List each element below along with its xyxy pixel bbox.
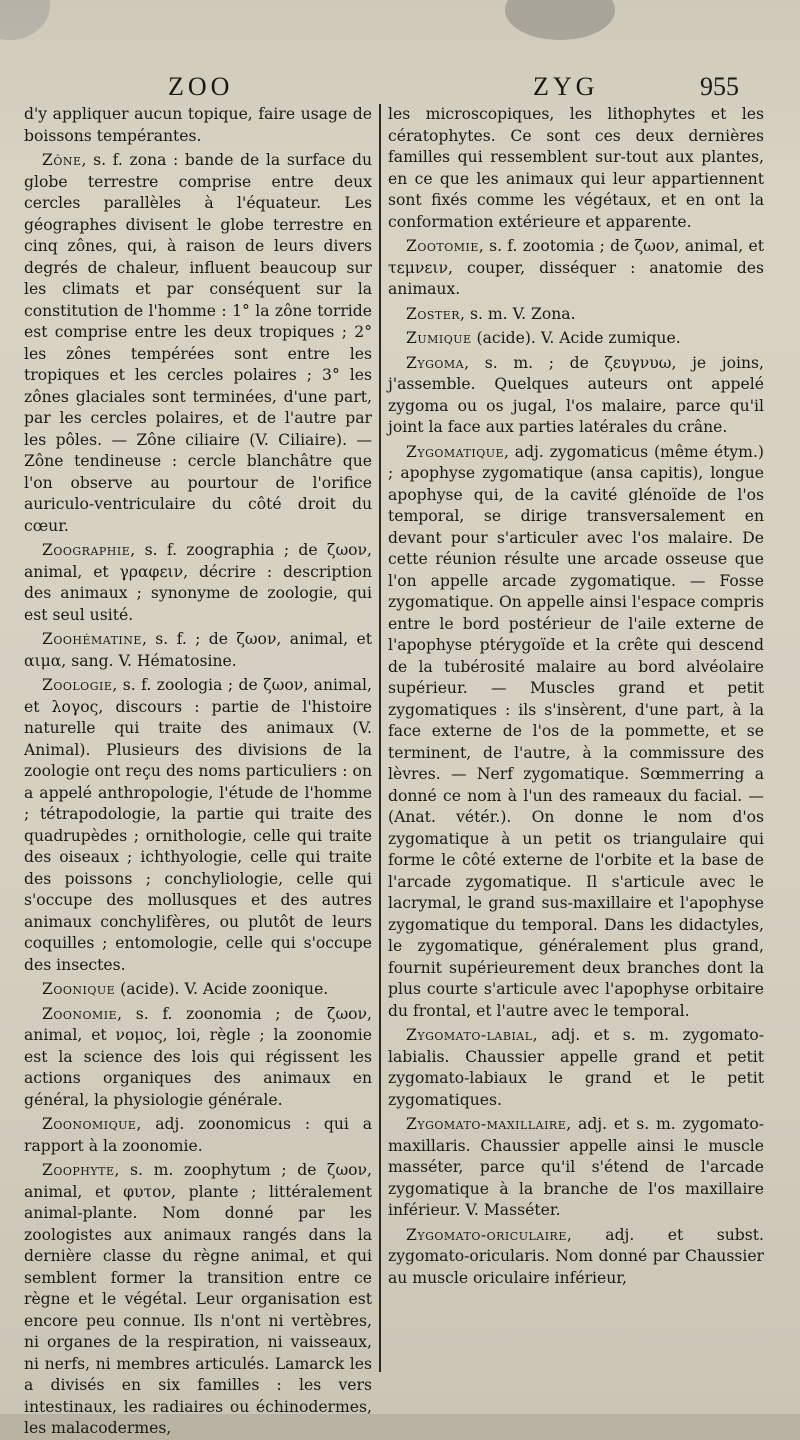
dictionary-entry <box>388 1114 764 1222</box>
ink-stain <box>505 0 615 40</box>
entry-text: (acide). V. Acide zumique. <box>471 329 681 347</box>
entry-headword: Zumique <box>406 329 472 347</box>
header-center-word: ZYG <box>533 72 599 101</box>
entry-headword: Zône <box>42 151 82 169</box>
entry-headword: Zoonomie <box>42 1004 118 1023</box>
page-number: 955 <box>700 72 739 101</box>
entry-headword: Zygomato-maxillaire <box>406 1115 567 1133</box>
entry-text: , adj. zygomaticus (même étym.) ; apophyse zygomatique (ansa capitis), longue apophyse qui, de la cavité glénoïde de l'os temporal, se dirige transversalement en devant pour s'articuler avec l'os malaire. De cette réunion résulte une arcade osseuse que l'on appelle arcade zygomatique. — Fosse zygomatique. On appelle ainsi l'espace compris entre le bord postérieur de l'aile externe de l'apophyse ptérygoïde et la crête qui descend de la tubérosité malaire au bord alvéolaire supérieur. — Muscles grand et petit zygomatiques : ils s'insèrent, d'une part, à la face externe de l'os de la pommette, et se terminent, de l'autre, à la commissure des lèvres. — Nerf zygomatique. Sœmmerring a donné ce nom à l'un des rameaux du facial. — (Anat. vétér.). On donne le nom d'os zygomatique à un petit os triangulaire qui forme le côté externe de l'orbite et la base de l'arcade zygomatique. Il s'articule avec le lacrymal, le grand sus-maxillaire et l'apophyse zygomatique du temporal. Dans les didactyles, le zygomatique, généralement plus grand, fournit supérieurement deux branches dont la plus courte s'articule avec l'apophyse orbitaire du frontal, et l'autre avec le temporal. <box>388 442 764 1020</box>
page-header <box>0 62 800 102</box>
dictionary-entry <box>388 304 764 326</box>
entry-text: , s. f. zootomia ; de ζωον, animal, et τεμνειν, couper, disséquer : anatomie des animaux. <box>388 237 764 298</box>
dictionary-entry <box>388 353 764 439</box>
dictionary-entry <box>24 1114 372 1157</box>
entry-headword: Zootomie <box>406 237 479 255</box>
entry-text: , s. f. zoographia ; de ζωον, animal, et γραφειν, décrire : description des animaux ; synonyme de zoologie, qui est seul usité. <box>24 541 372 624</box>
entry-text: d'y appliquer aucun topique, faire usage de boissons tempérantes. <box>24 105 372 145</box>
dictionary-entry <box>388 1225 764 1290</box>
entry-text: , adj. et s. m. zygomato-labialis. Chaussier appelle grand et petit zygomato-labiaux le grand et le petit zygomatiques. <box>388 1026 764 1109</box>
entry-headword: Zoographie <box>42 541 131 559</box>
entry-text: , s. m. ; de ζευγνυω, je joins, j'assemble. Quelques auteurs ont appelé zygoma ou os jugal, l'os malaire, parce qu'il joint la face aux parties latérales du crâne. <box>388 353 764 436</box>
entry-text: , s. f. zona : bande de la surface du globe terrestre comprise entre deux cercles parallèles à l'équateur. Les géographes divisent le globe terrestre en cinq zônes, qui, à raison de leurs divers degrés de chaleur, influent beaucoup sur les climats et par conséquent sur la constitution de l'homme : 1° la zône torride est comprise entre les deux tropiques ; 2° les zônes tempérées sont entre les tropiques et les cercles polaires ; 3° les zônes glaciales sont terminées, d'une part, par les cercles polaires, et de l'autre par les pôles. — Zône ciliaire (V. Ciliaire). — Zône tendineuse : cercle blanchâtre que l'on observe au pourtour de l'orifice auriculo-ventriculaire du côté droit du cœur. <box>24 151 372 535</box>
entry-text: , s. f. zoonomia ; de ζωον, animal, et νομος, loi, règle ; la zoonomie est la science des lois qui régissent les actions organiques des animaux en général, la physiologie générale. <box>24 1004 372 1109</box>
entry-headword: Zoonique <box>42 980 116 998</box>
entry-text: , adj. zoonomicus : qui a rapport à la zoonomie. <box>24 1115 372 1155</box>
right-column <box>388 104 764 1404</box>
dictionary-entry <box>24 104 372 147</box>
entry-headword: Zoonomique <box>42 1115 137 1133</box>
ink-stain <box>0 0 50 40</box>
dictionary-entry <box>388 236 764 301</box>
entry-headword: Zoohématine <box>42 630 142 648</box>
entry-text: , s. f. zoologia ; de ζωον, animal, et λογος, discours : partie de l'histoire naturelle qui traite des animaux (V. Animal). Plusieurs des divisions de la zoologie ont reçu des noms particuliers : on a appelé anthropologie, l'étude de l'homme ; tétrapodologie, la partie qui traite des quadrupèdes ; ornithologie, celle qui traite des oiseaux ; ichthyologie, celle qui traite des poissons ; conchyliologie, celle qui s'occupe des mollusques et des autres animaux conchylifères, ou plutôt de leurs coquilles ; entomologie, celle qui s'occupe des insectes. <box>24 676 372 974</box>
entry-headword: Zygoma <box>406 353 465 372</box>
entry-headword: Zoophyte <box>42 1161 115 1179</box>
dictionary-entry <box>24 540 372 626</box>
entry-text: , adj. et subst. zygomato-oricularis. Nom donné par Chaussier au muscle oriculaire inférieur, <box>388 1225 764 1287</box>
entry-headword: Zoster <box>406 304 461 323</box>
header-left-word: ZOO <box>168 72 234 101</box>
entry-headword: Zoologie <box>42 676 113 694</box>
dictionary-entry <box>388 104 764 233</box>
dictionary-entry <box>24 979 372 1001</box>
dictionary-entry <box>388 442 764 1023</box>
left-column <box>24 104 372 1437</box>
column-divider <box>379 104 381 1372</box>
dictionary-entry <box>388 328 764 350</box>
entry-headword: Zygomatique <box>406 442 505 461</box>
dictionary-entry <box>24 150 372 537</box>
entry-text: les microscopiques, les lithophytes et les cératophytes. Ce sont ces deux dernières familles qui ressemblent sur-tout aux plantes, en ce que les animaux qui leur appartiennent sont fixés comme les végétaux, et en ont la conformation extérieure et apparente. <box>388 105 764 231</box>
entry-headword: Zygomato-oriculaire <box>406 1225 567 1244</box>
entry-headword: Zygomato-labial <box>406 1026 533 1044</box>
entry-text: , adj. et s. m. zygomato-maxillaris. Chaussier appelle ainsi le muscle masséter, parce qu'il s'étend de l'arcade zygomatique à la branche de l'os maxillaire inférieur. V. Masséter. <box>388 1115 764 1219</box>
dictionary-entry <box>388 1025 764 1111</box>
entry-text: , s. m. V. Zona. <box>460 304 576 323</box>
dictionary-entry <box>24 629 372 672</box>
dictionary-entry <box>24 675 372 976</box>
dictionary-entry <box>24 1160 372 1440</box>
entry-text: (acide). V. Acide zoonique. <box>115 980 329 998</box>
entry-text: , s. m. zoophytum ; de ζωον, animal, et φυτον, plante ; littéralement animal-plante. Nom donné par les zoologistes aux animaux rangés dans la dernière classe du règne animal, et qui semblent former la transition entre ce règne et le végétal. Leur organisation est encore peu connue. Ils n'ont ni vertèbres, ni organes de la respiration, ni vaisseaux, ni nerfs, ni membres articulés. Lamarck les a divisés en six familles : les vers intestinaux, les radiaires ou échinodermes, les malacodermes, <box>24 1161 372 1437</box>
entry-text: , s. f. ; de ζωον, animal, et αιμα, sang. V. Hématosine. <box>24 630 372 670</box>
dictionary-entry <box>24 1004 372 1112</box>
